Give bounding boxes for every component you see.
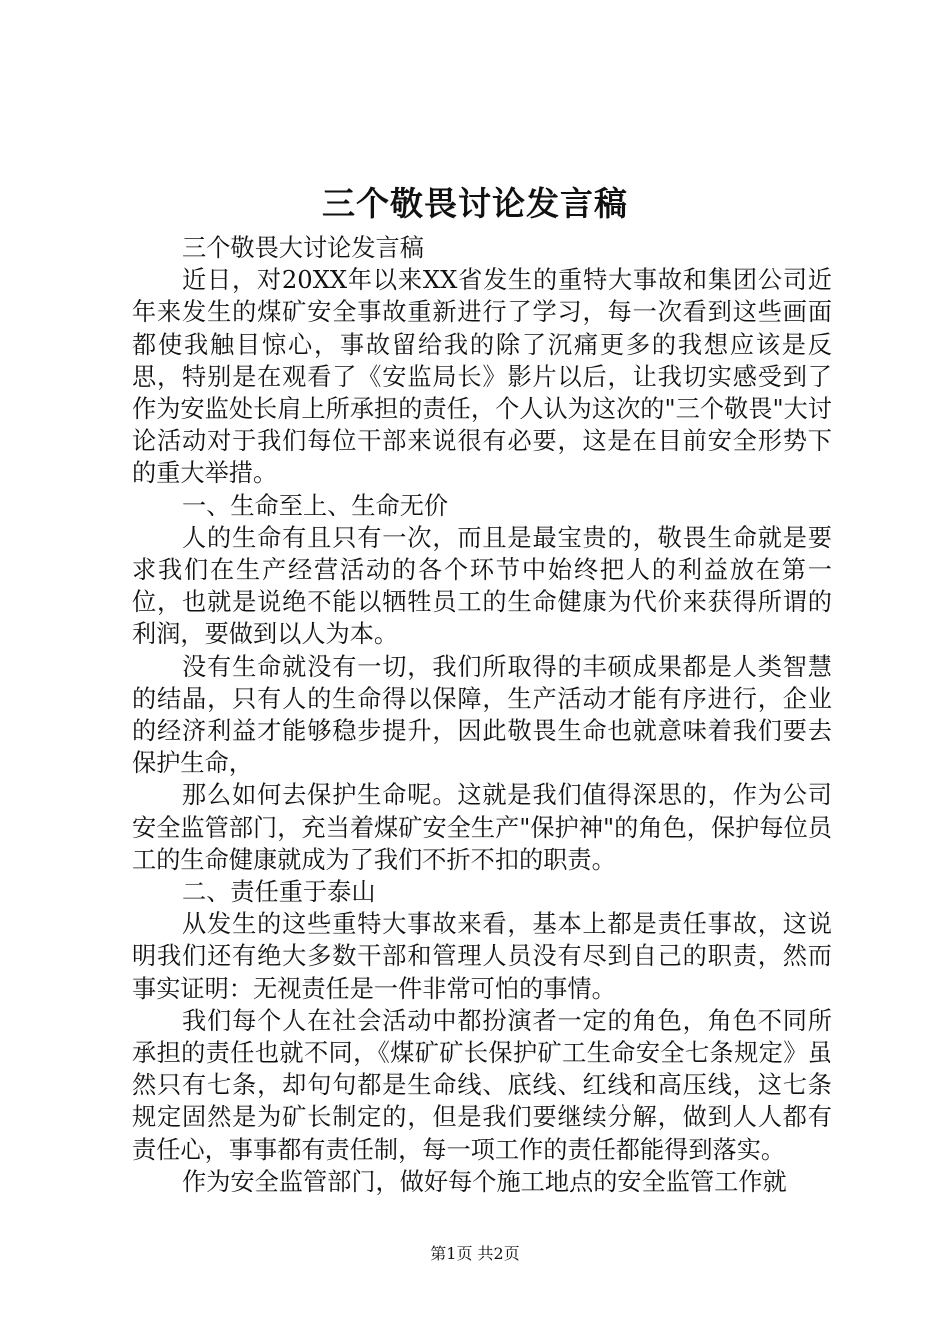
document-title: 三个敬畏讨论发言稿	[322, 184, 628, 223]
paragraph: 从发生的这些重特大事故来看，基本上都是责任事故，这说明我们还有绝大多数干部和管理人员没有尽到自己的职责，然而事实证明：无视责任是一件非常可怕的事情。	[132, 910, 832, 1003]
document-body	[132, 232, 832, 1198]
page-footer: 第1页 共2页	[430, 1244, 520, 1263]
section-heading: 一、生命至上、生命无价	[182, 491, 449, 520]
paragraph: 那么如何去保护生命呢。这就是我们值得深思的，作为公司安全监管部门，充当着煤矿安全生产"保护神"的角色，保护每位员工的生命健康就成为了我们不折不扣的职责。	[132, 781, 832, 874]
paragraph-subtitle: 三个敬畏大讨论发言稿	[182, 234, 424, 262]
paragraph: 作为安全监管部门，做好每个施工地点的安全监管工作就	[182, 1167, 787, 1196]
paragraph: 没有生命就没有一切，我们所取得的丰硕成果都是人类智慧的结晶，只有人的生命得以保障，生产活动才能有序进行，企业的经济利益才能够稳步提升，因此敬畏生命也就意味着我们要去保护生命，	[132, 652, 832, 778]
paragraph: 近日，对20XX年以来XX省发生的重特大事故和集团公司近年来发生的煤矿安全事故重新进行了学习，每一次看到这些画面都使我触目惊心，事故留给我的除了沉痛更多的我想应该是反思，特别是在观看了《安监局长》影片以后，让我切实感受到了作为安监处长肩上所承担的责任，个人认为这次的"三个敬畏"大讨论活动对于我们每位干部来说很有必要，这是在目前安全形势下的重大举措。	[132, 266, 832, 488]
section-heading: 二、责任重于泰山	[182, 878, 376, 907]
paragraph: 人的生命有且只有一次，而且是最宝贵的，敬畏生命就是要求我们在生产经营活动的各个环节中始终把人的利益放在第一位，也就是说绝不能以牺牲员工的生命健康为代价来获得所谓的利润，要做到以人为本。	[132, 523, 832, 649]
paragraph: 我们每个人在社会活动中都扮演者一定的角色，角色不同所承担的责任也就不同，《煤矿矿长保护矿工生命安全七条规定》虽然只有七条，却句句都是生命线、底线、红线和高压线，这七条规定固然是为矿长制定的，但是我们要继续分解，做到人人都有责任心，事事都有责任制，每一项工作的责任都能得到落实。	[132, 1006, 832, 1164]
